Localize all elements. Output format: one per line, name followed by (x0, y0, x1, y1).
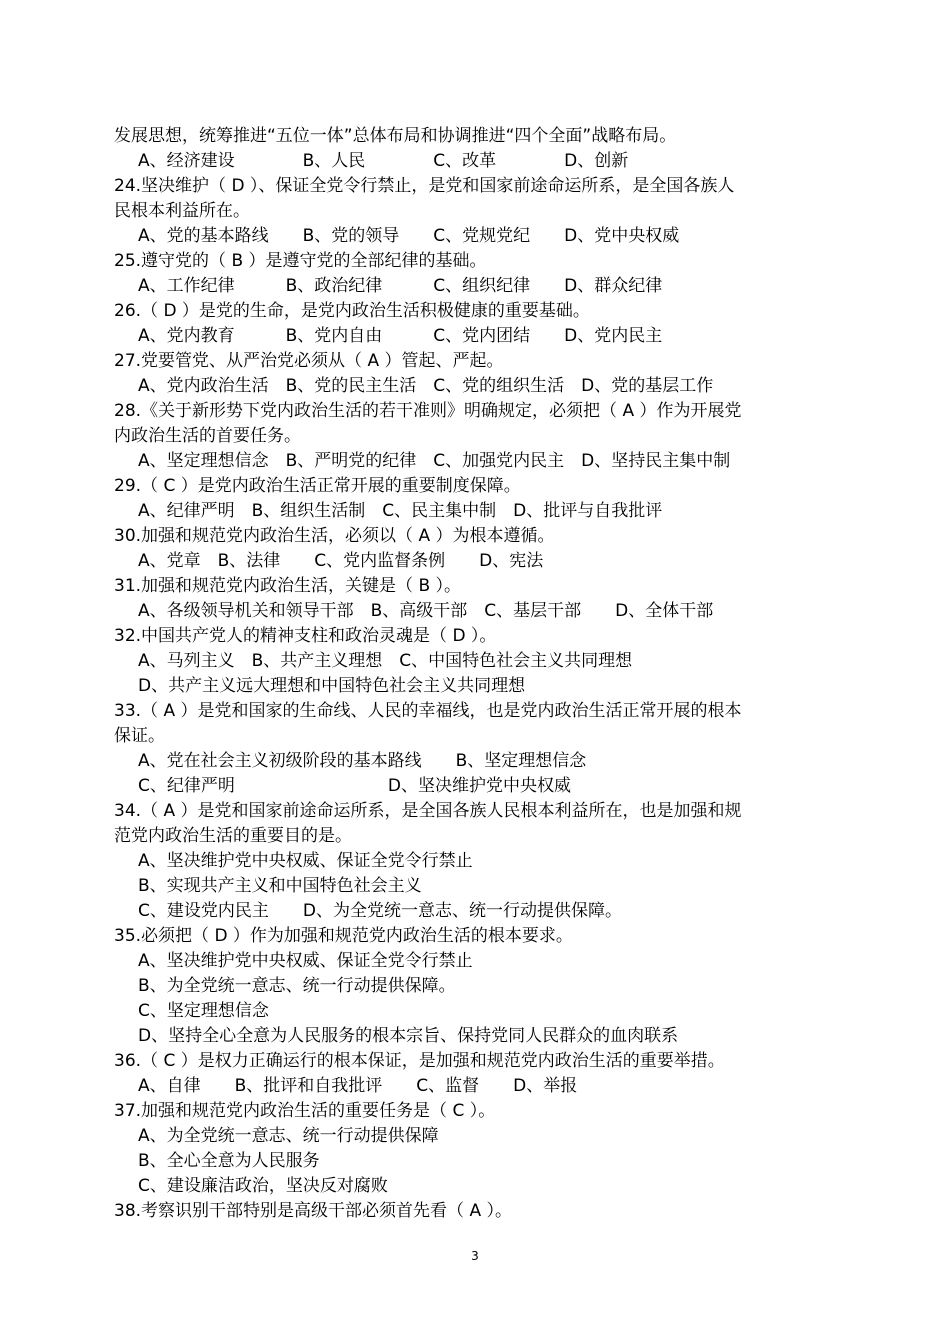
option-line: A、党的基本路线 B、党的领导 C、党规党纪 D、党中央权威 (138, 226, 680, 246)
question-line: 32.中国共产党人的精神支柱和政治灵魂是（ D ）。 (114, 626, 497, 646)
option-line: A、党内政治生活 B、党的民主生活 C、党的组织生活 D、党的基层工作 (138, 376, 714, 396)
option-line: C、坚定理想信念 (138, 1001, 269, 1021)
question-line: 31.加强和规范党内政治生活，关键是（ B ）。 (114, 576, 462, 596)
option-line: A、马列主义 B、共产主义理想 C、中国特色社会主义共同理想 (138, 651, 633, 671)
option-line: A、坚定理想信念 B、严明党的纪律 C、加强党内民主 D、坚持民主集中制 (138, 451, 731, 471)
question-line: 27.党要管党、从严治党必须从（ A ）管起、严起。 (114, 351, 504, 371)
question-line: 33.（ A ）是党和国家的生命线、人民的幸福线，也是党内政治生活正常开展的根本 (114, 701, 742, 721)
text-line: 发展思想，统筹推进“五位一体”总体布局和协调推进“四个全面”战略布局。 (114, 126, 677, 146)
option-line: A、坚决维护党中央权威、保证全党令行禁止 (138, 951, 473, 971)
question-line: 37.加强和规范党内政治生活的重要任务是（ C ）。 (114, 1101, 496, 1121)
option-line: C、纪律严明 D、坚决维护党中央权威 (138, 776, 571, 796)
option-line: C、建设党内民主 D、为全党统一意志、统一行动提供保障。 (138, 901, 622, 921)
question-line: 28.《关于新形势下党内政治生活的若干准则》明确规定，必须把（ A ）作为开展党 (114, 401, 742, 421)
text-line: 范党内政治生活的重要目的是。 (114, 826, 352, 846)
option-line: A、坚决维护党中央权威、保证全党令行禁止 (138, 851, 473, 871)
option-line: A、各级领导机关和领导干部 B、高级干部 C、基层干部 D、全体干部 (138, 601, 714, 621)
option-line: D、共产主义远大理想和中国特色社会主义共同理想 (138, 676, 526, 696)
text-line: 内政治生活的首要任务。 (114, 426, 301, 446)
option-line: A、党内教育 B、党内自由 C、党内团结 D、党内民主 (138, 326, 663, 346)
option-line: A、为全党统一意志、统一行动提供保障 (138, 1126, 439, 1146)
option-line: A、党在社会主义初级阶段的基本路线 B、坚定理想信念 (138, 751, 587, 771)
text-line: 民根本利益所在。 (114, 201, 250, 221)
question-line: 38.考察识别干部特别是高级干部必须首先看（ A ）。 (114, 1201, 512, 1221)
option-line: C、建设廉洁政治，坚决反对腐败 (138, 1176, 388, 1196)
option-line: B、为全党统一意志、统一行动提供保障。 (138, 976, 456, 996)
option-line: B、全心全意为人民服务 (138, 1151, 320, 1171)
text-line: 保证。 (114, 726, 165, 746)
option-line: A、纪律严明 B、组织生活制 C、民主集中制 D、批评与自我批评 (138, 501, 663, 521)
question-line: 25.遵守党的（ B ）是遵守党的全部纪律的基础。 (114, 251, 487, 271)
option-line: A、工作纪律 B、政治纪律 C、组织纪律 D、群众纪律 (138, 276, 663, 296)
option-line: A、经济建设 B、人民 C、改革 D、创新 (138, 151, 629, 171)
question-line: 26.（ D ）是党的生命，是党内政治生活积极健康的重要基础。 (114, 301, 590, 321)
question-line: 34.（ A ）是党和国家前途命运所系，是全国各族人民根本利益所在，也是加强和规 (114, 801, 742, 821)
option-line: A、党章 B、法律 C、党内监督条例 D、宪法 (138, 551, 544, 571)
option-line: B、实现共产主义和中国特色社会主义 (138, 876, 422, 896)
question-line: 35.必须把（ D ）作为加强和规范党内政治生活的根本要求。 (114, 926, 573, 946)
question-line: 24.坚决维护（ D ）、保证全党令行禁止，是党和国家前途命运所系，是全国各族人 (114, 176, 735, 196)
question-line: 36.（ C ）是权力正确运行的根本保证，是加强和规范党内政治生活的重要举措。 (114, 1051, 725, 1071)
option-line: A、自律 B、批评和自我批评 C、监督 D、举报 (138, 1076, 578, 1096)
question-line: 29.（ C ）是党内政治生活正常开展的重要制度保障。 (114, 476, 521, 496)
question-line: 30.加强和规范党内政治生活，必须以（ A ）为根本遵循。 (114, 526, 555, 546)
option-line: D、坚持全心全意为人民服务的根本宗旨、保持党同人民群众的血肉联系 (138, 1026, 679, 1046)
page-number: 3 (471, 1249, 479, 1263)
